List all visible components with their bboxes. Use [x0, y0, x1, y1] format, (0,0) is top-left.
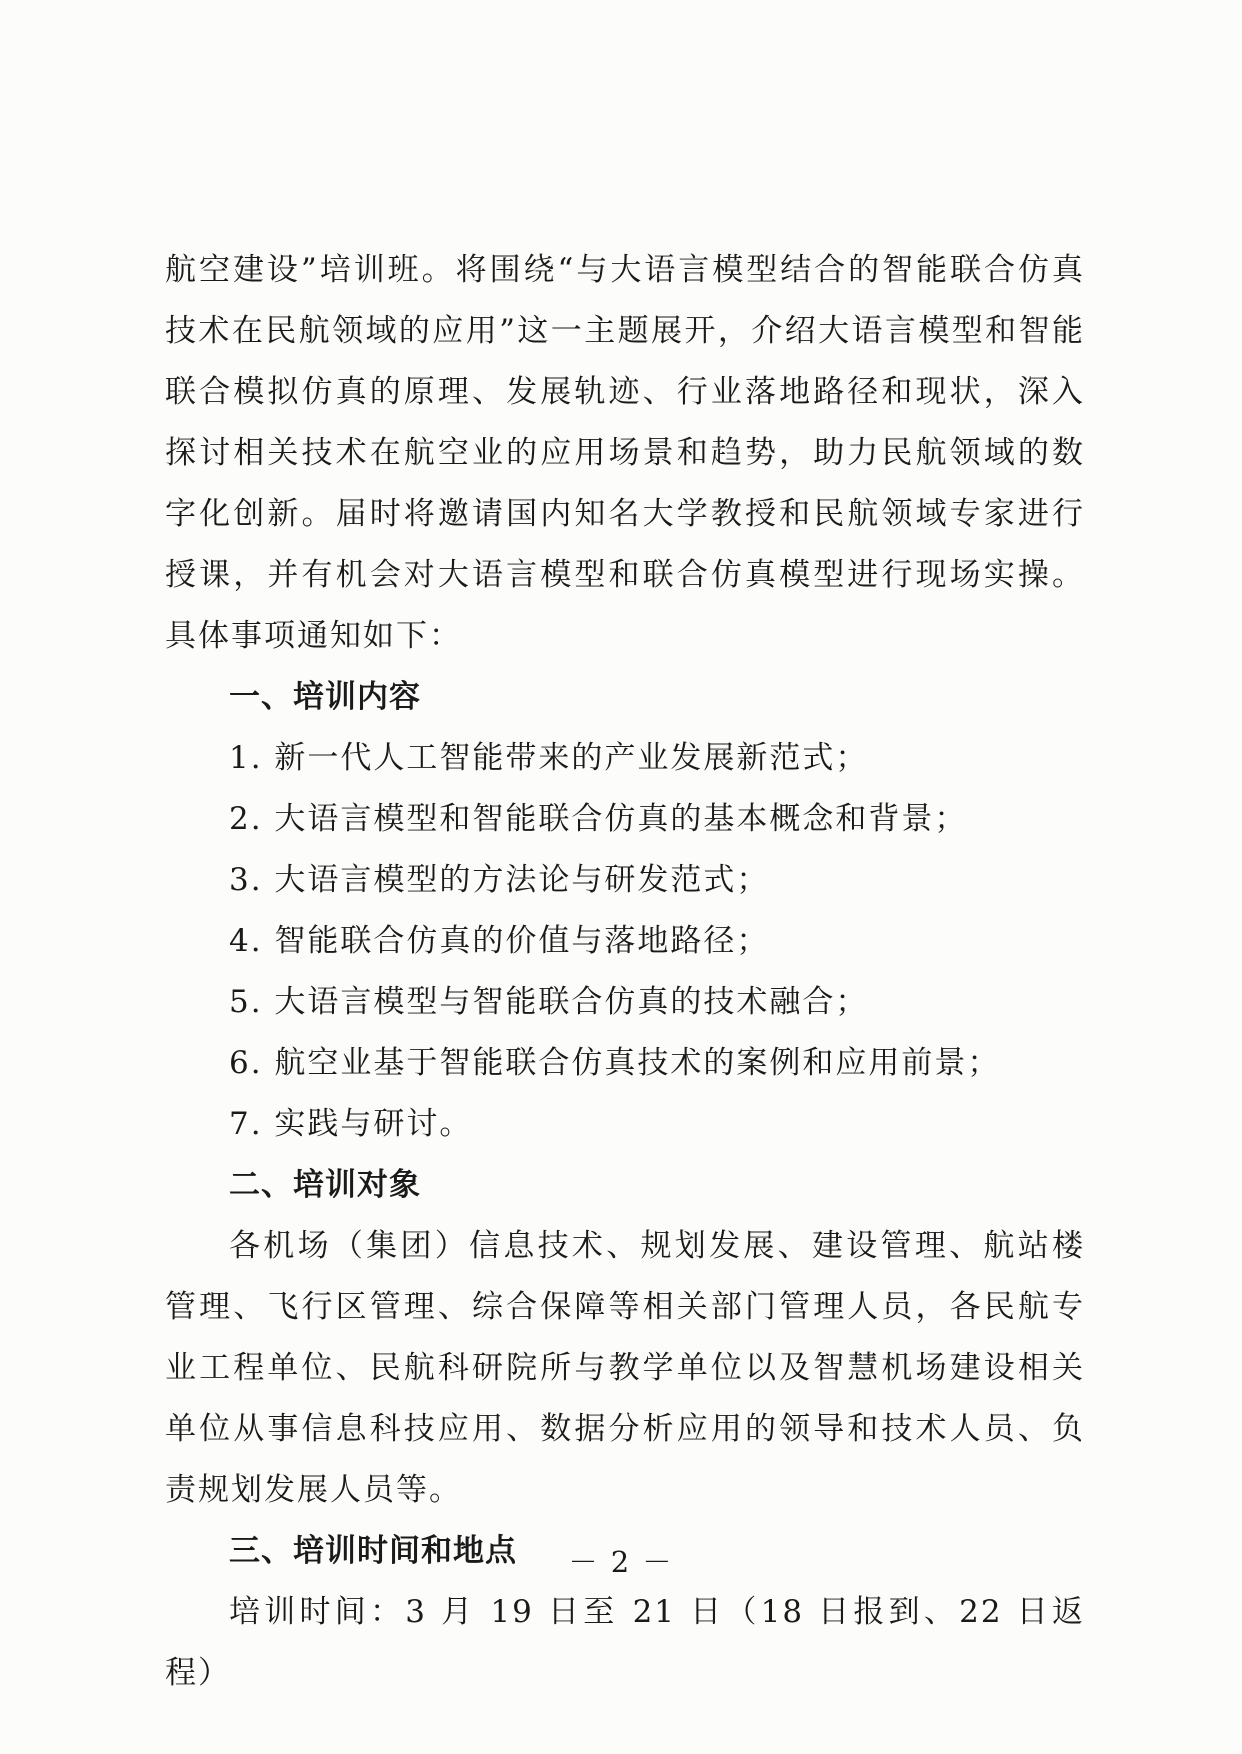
list-item: 2. 大语言模型和智能联合仿真的基本概念和背景； [229, 801, 968, 837]
section-heading-training-audience: 二、培训对象 [229, 1167, 421, 1203]
list-item: 1. 新一代人工智能带来的产业发展新范式； [229, 740, 869, 776]
list-item: 6. 航空业基于智能联合仿真技术的案例和应用前景； [229, 1045, 1001, 1081]
intro-paragraph: 航空建设”培训班。将围绕“与大语言模型结合的智能联合仿真技术在民航领域的应用”这一主题展开，介绍大语言模型和智能联合模拟仿真的原理、发展轨迹、行业落地路径和现状，深入探讨相关技术在航空业的应用场景和趋势，助力民航领域的数字化创新。届时将邀请国内知名大学教授和民航领域专家进行授课，并有机会对大语言模型和联合仿真模型进行现场实操。具体事项通知如下： [165, 252, 1085, 654]
list-item: 5. 大语言模型与智能联合仿真的技术融合； [229, 984, 869, 1020]
section-heading-training-time-place: 三、培训时间和地点 [229, 1533, 517, 1569]
list-item: 3. 大语言模型的方法论与研发范式； [229, 862, 770, 898]
page-number: － 2 － [568, 1545, 674, 1579]
document-body [165, 240, 1085, 1704]
list-item: 4. 智能联合仿真的价值与落地路径； [229, 923, 770, 959]
training-content-list [165, 728, 1085, 1155]
list-item: 7. 实践与研讨。 [229, 1106, 473, 1142]
training-audience-paragraph: 各机场（集团）信息技术、规划发展、建设管理、航站楼管理、飞行区管理、综合保障等相关部门管理人员，各民航专业工程单位、民航科研院所与教学单位以及智慧机场建设相关单位从事信息科技应用、数据分析应用的领导和技术人员、负责规划发展人员等。 [165, 1228, 1085, 1508]
section-heading-training-content: 一、培训内容 [229, 679, 421, 715]
training-time-line: 培训时间：3 月 19 日至 21 日（18 日报到、22 日返程） [165, 1594, 1085, 1691]
